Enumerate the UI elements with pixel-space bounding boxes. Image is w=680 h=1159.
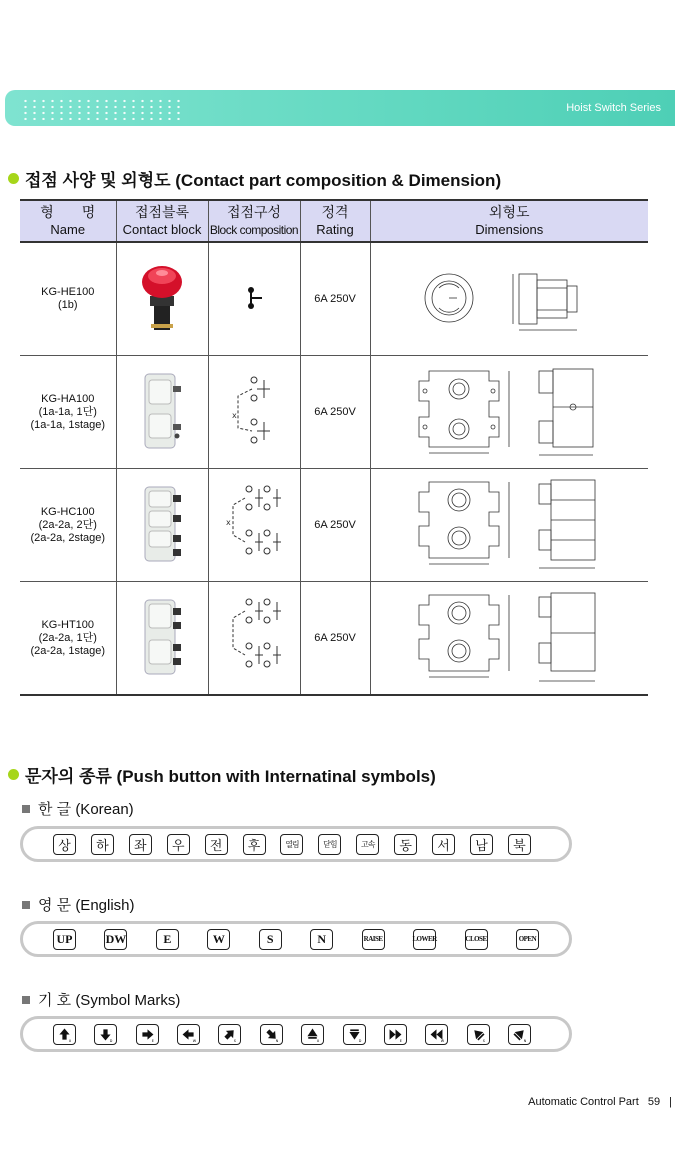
key-n: N [310, 929, 333, 950]
rating-cell: 6A 250V [300, 582, 370, 696]
arrow-left-icon [177, 1024, 200, 1045]
square-bullet-icon [22, 901, 30, 909]
svg-text:x: x [232, 410, 237, 420]
key-up: UP [53, 929, 76, 950]
key-jeon: 전 [205, 834, 228, 855]
svg-text:N: N [523, 1038, 527, 1043]
spec-header-row [20, 200, 648, 242]
dimension-drawing-he100 [409, 258, 609, 338]
model-name-cell: KG-HC100 (2a-2a, 2단) (2a-2a, 2stage) [20, 469, 116, 582]
table-row [20, 242, 648, 356]
key-buk: 북 [508, 834, 531, 855]
symbol-label: 기 호 (Symbol Marks) [22, 989, 180, 1010]
triangle-up-left-icon [508, 1024, 531, 1045]
dimension-drawing [370, 242, 648, 356]
col-contact-block: 접점블록 Contact block [116, 200, 208, 242]
model-name-cell: KG-HT100 (2a-2a, 1단) (2a-2a, 1stage) [20, 582, 116, 696]
contact-block-image [116, 242, 208, 356]
korean-label: 한 글 (Korean) [22, 798, 134, 819]
section-title-push-buttons: 문자의 종류 (Push button with Internatinal symbols) [8, 762, 436, 787]
rating-cell: 6A 250V [300, 356, 370, 469]
key-w: W [207, 929, 230, 950]
svg-text:D: D [110, 1038, 113, 1043]
key-sang: 상 [53, 834, 76, 855]
svg-text:E: E [399, 1038, 402, 1043]
korean-button-row [20, 826, 572, 862]
fast-forward-icon [384, 1024, 407, 1045]
square-bullet-icon [22, 805, 30, 813]
key-open: OPEN [516, 929, 539, 950]
dot-pattern [21, 98, 181, 120]
spec-table [20, 199, 648, 696]
key-s: S [259, 929, 282, 950]
key-u: 우 [167, 834, 190, 855]
col-rating: 정격 Rating [300, 200, 370, 242]
transparent-contact-block-image [137, 592, 187, 682]
contact-block-image [116, 469, 208, 582]
block-composition-diagram [208, 242, 300, 356]
model-name-cell: KG-HE100 (1b) [20, 242, 116, 356]
key-hu: 후 [243, 834, 266, 855]
series-label: Hoist Switch Series [566, 102, 661, 114]
key-close: CLOSE [465, 929, 488, 950]
svg-text:S: S [482, 1038, 485, 1043]
rewind-icon [425, 1024, 448, 1045]
svg-text:S: S [234, 1038, 237, 1043]
dimension-drawing-ht100 [409, 587, 609, 687]
key-gosok: 고속 [356, 834, 379, 855]
key-lower: LOWER [413, 929, 436, 950]
key-jwa: 좌 [129, 834, 152, 855]
contact-block-image [116, 356, 208, 469]
key-dong: 동 [394, 834, 417, 855]
dimension-drawing [370, 356, 648, 469]
dimension-drawing-ha100 [409, 361, 609, 461]
symbol-button-row [20, 1016, 572, 1052]
page-number: 59 [647, 1096, 661, 1108]
rating-cell: 6A 250V [300, 242, 370, 356]
header-banner [5, 90, 675, 126]
svg-text:N: N [275, 1038, 279, 1043]
col-name: 형 명 Name [20, 200, 116, 242]
dimension-drawing-hc100 [409, 474, 609, 574]
svg-text:W: W [440, 1038, 445, 1043]
table-row [20, 582, 648, 696]
svg-text:D: D [358, 1038, 361, 1043]
key-nam: 남 [470, 834, 493, 855]
no-contact-symbol-1stage [224, 366, 284, 456]
key-ha: 하 [91, 834, 114, 855]
table-row [20, 469, 648, 582]
svg-text:U: U [68, 1038, 72, 1043]
block-composition-diagram [208, 356, 300, 469]
arrow-up-icon [53, 1024, 76, 1045]
svg-text:W: W [192, 1038, 197, 1043]
svg-text:x: x [226, 517, 231, 527]
key-dathim: 닫힘 [318, 834, 341, 855]
bullet-icon [8, 173, 19, 184]
svg-text:U: U [316, 1038, 320, 1043]
arrow-down-right-icon [218, 1024, 241, 1045]
page-footer: Automatic Control Part 59 | [528, 1096, 672, 1108]
key-seo: 서 [432, 834, 455, 855]
square-bullet-icon [22, 996, 30, 1004]
red-mushroom-button-image [137, 260, 187, 335]
col-block-composition: 접점구성 Block composition [208, 200, 300, 242]
key-raise: RAISE [362, 929, 385, 950]
key-dw: DW [104, 929, 127, 950]
contact-block-image [116, 582, 208, 696]
footer-text: Automatic Control Part [528, 1096, 639, 1108]
transparent-contact-block-image [137, 479, 187, 569]
arrow-up-left-icon [260, 1024, 283, 1045]
transparent-contact-block-image [137, 366, 187, 456]
dimension-drawing [370, 469, 648, 582]
triangle-up-icon [301, 1024, 324, 1045]
bullet-icon [8, 769, 19, 780]
nc-contact-symbol [234, 278, 274, 318]
arrow-down-icon [94, 1024, 117, 1045]
col-dimensions: 외형도 Dimensions [370, 200, 648, 242]
key-e: E [156, 929, 179, 950]
triangle-down-right-icon [467, 1024, 490, 1045]
table-row [20, 356, 648, 469]
dimension-drawing [370, 582, 648, 696]
key-yeollim: 열림 [280, 834, 303, 855]
section-title-contact: 접점 사양 및 외형도 (Contact part composition & Dimension) [8, 166, 501, 191]
english-button-row [20, 921, 572, 957]
arrow-right-icon [136, 1024, 159, 1045]
triangle-down-icon [343, 1024, 366, 1045]
svg-text:E: E [151, 1038, 154, 1043]
no-contact-symbol-1stage-double [219, 592, 289, 682]
rating-cell: 6A 250V [300, 469, 370, 582]
english-label: 영 문 (English) [22, 894, 135, 915]
no-contact-symbol-2stage [219, 479, 289, 569]
model-name-cell: KG-HA100 (1a-1a, 1단) (1a-1a, 1stage) [20, 356, 116, 469]
block-composition-diagram [208, 582, 300, 696]
block-composition-diagram [208, 469, 300, 582]
